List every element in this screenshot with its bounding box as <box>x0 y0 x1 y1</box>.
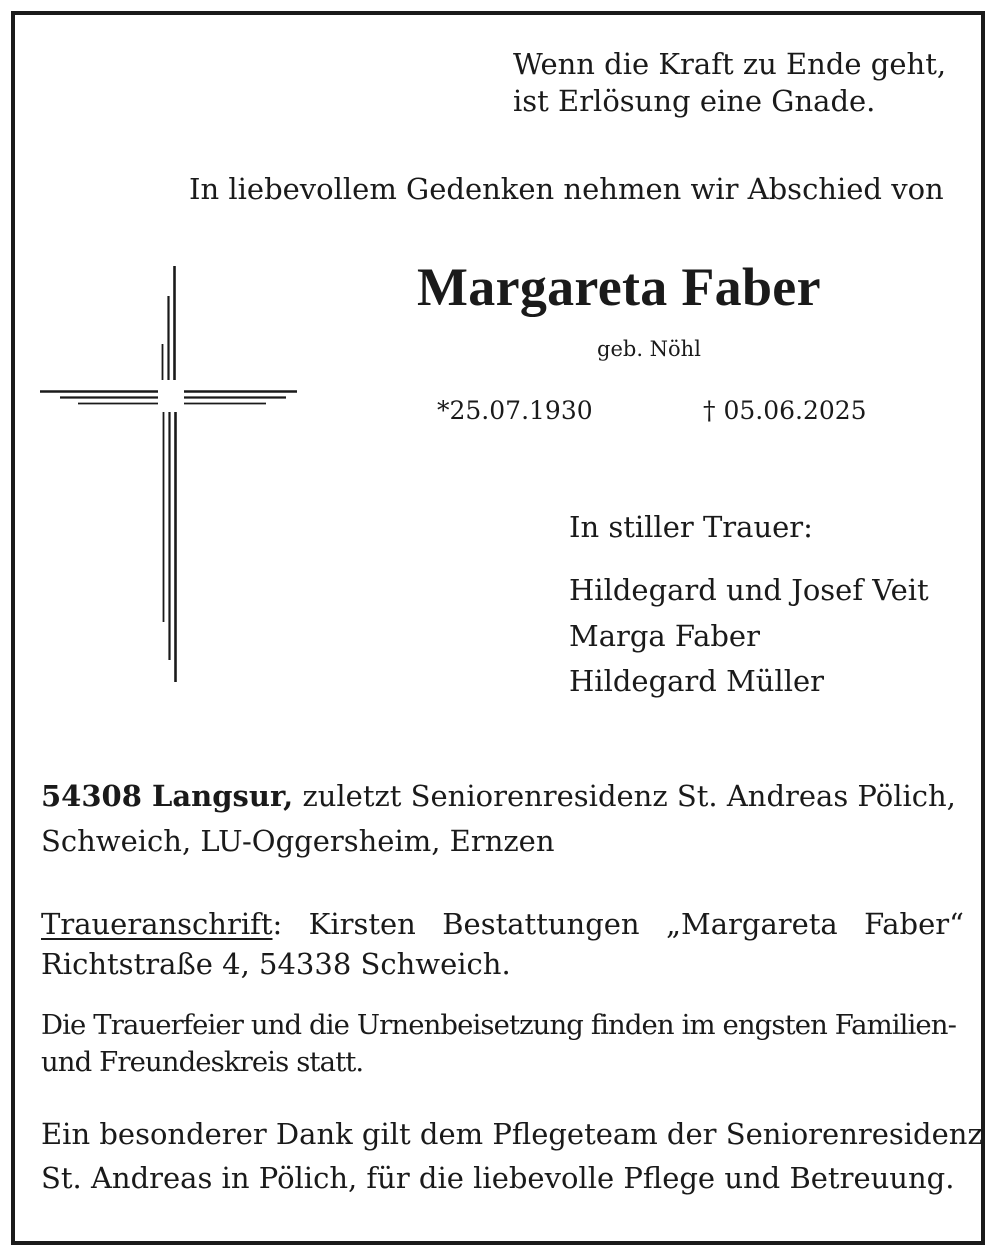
residence-last: zuletzt Seniorenresidenz St. Andreas Pölich, <box>302 779 956 813</box>
intro-text: In liebevollem Gedenken nehmen wir Abschied von <box>189 172 944 206</box>
deceased-name: Margareta Faber <box>417 257 821 317</box>
ceremony-line-2: und Freundeskreis statt. <box>41 1046 364 1078</box>
mourner-name: Hildegard und Josef Veit <box>569 573 929 607</box>
address-line-2: Richtstraße 4, 54338 Schweich. <box>41 947 511 981</box>
death-date: † 05.06.2025 <box>703 396 867 425</box>
mourner-name: Hildegard Müller <box>569 664 825 698</box>
cross-icon <box>38 262 300 686</box>
address-label: Traueranschrift <box>41 907 273 941</box>
residence-info <box>41 774 956 864</box>
mourning-address <box>41 904 964 984</box>
address-label-group <box>41 904 282 944</box>
thanks-line-1: Ein besonderer Dank gilt dem Pflegeteam der Seniorenresidenz <box>41 1117 983 1151</box>
ceremony-note <box>41 1007 956 1081</box>
address-word: „Margareta <box>666 907 838 941</box>
residence-line-2: Schweich, LU-Oggersheim, Ernzen <box>41 824 555 858</box>
birth-date: *25.07.1930 <box>437 396 593 425</box>
motto-line-1: Wenn die Kraft zu Ende geht, <box>513 47 947 81</box>
address-line-1 <box>41 904 964 944</box>
maiden-name: geb. Nöhl <box>597 337 701 361</box>
address-word: Kirsten <box>308 907 416 941</box>
residence-line-1 <box>41 774 956 819</box>
motto-verse <box>513 46 946 120</box>
mourners-list <box>569 568 929 705</box>
residence-place: 54308 Langsur, <box>41 779 294 813</box>
address-word: Faber“ <box>864 907 964 941</box>
motto-line-2: ist Erlösung eine Gnade. <box>513 84 876 118</box>
thanks-note <box>41 1112 983 1200</box>
mourning-label: In stiller Trauer: <box>569 510 813 544</box>
thanks-line-2: St. Andreas in Pölich, für die liebevolle Pflege und Betreuung. <box>41 1161 955 1195</box>
ceremony-line-1: Die Trauerfeier und die Urnenbeisetzung finden im engsten Familien- <box>41 1009 957 1041</box>
mourner-name: Marga Faber <box>569 618 760 653</box>
address-word: Bestattungen <box>442 907 640 941</box>
address-colon: : <box>272 907 283 941</box>
